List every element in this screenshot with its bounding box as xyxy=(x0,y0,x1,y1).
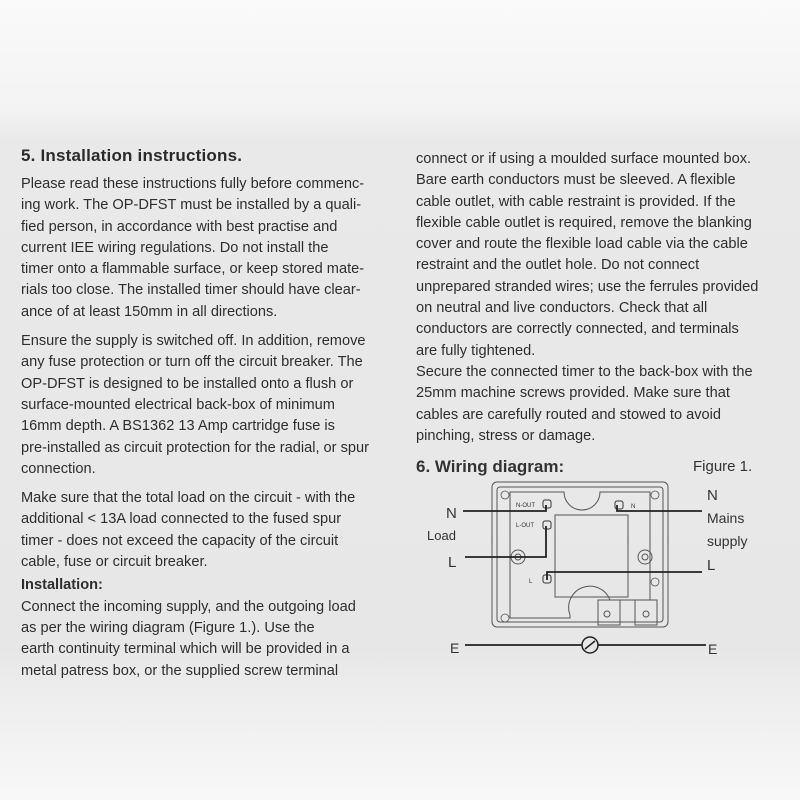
intro-paragraph xyxy=(21,174,401,323)
supply-label: supply xyxy=(707,533,748,549)
text-line: on neutral and live conductors. Check that all xyxy=(416,300,708,317)
text-line: Please read these instructions fully before commenc- xyxy=(21,176,365,192)
text-line: are fully tightened. xyxy=(416,342,536,359)
text-line: pre-installed as circuit protection for the radial, or spur xyxy=(21,439,369,456)
text-line: OP-DFST is designed to be installed onto a flush or xyxy=(21,375,354,392)
earth-screw-icon xyxy=(582,637,598,653)
text-line: metal patress box, or the supplied screw terminal xyxy=(21,662,339,679)
text-line: cover and route the flexible load cable via the cable xyxy=(416,236,748,253)
text-line: Secure the connected timer to the back-box with the xyxy=(416,363,753,380)
section-5-heading: 5. Installation instructions. xyxy=(21,146,243,165)
text-line: rials too close. The installed timer should have clear- xyxy=(21,282,361,299)
text-line: cables are carefully routed and stowed to avoid xyxy=(416,406,722,423)
earth-right-label: E xyxy=(708,641,718,657)
text-line: fied person, in accordance with best practise and xyxy=(21,218,338,235)
terminal-n-out-label: N-OUT xyxy=(516,503,535,509)
secure-paragraph xyxy=(416,362,796,447)
text-line: timer - does not exceed the capacity of the circuit xyxy=(21,532,339,549)
text-line: Make sure that the total load on the circuit - with the xyxy=(21,490,356,507)
text-line: restraint and the outlet hole. Do not connect xyxy=(416,257,700,274)
text-line: cable outlet, with cable restraint is provided. If the xyxy=(416,193,736,210)
connection-paragraph xyxy=(416,149,796,362)
mains-neutral-label: N xyxy=(707,487,718,504)
installation-paragraph xyxy=(21,597,401,682)
text-line: unprepared stranded wires; use the ferrules provided xyxy=(416,278,759,295)
text-line: 16mm depth. A BS1362 13 Amp cartridge fuse is xyxy=(21,418,335,435)
terminal-l-out-label: L-OUT xyxy=(516,523,534,529)
section-6-heading: 6. Wiring diagram: xyxy=(416,457,565,476)
wiring-diagram xyxy=(410,450,790,670)
mains-live-label: L xyxy=(707,557,716,574)
terminal-l-label: L xyxy=(529,579,533,585)
text-line: any fuse protection or turn off the circuit breaker. The xyxy=(21,354,363,371)
text-line: as per the wiring diagram (Figure 1.). Use the xyxy=(21,619,315,636)
text-line: Bare earth conductors must be sleeved. A flexible xyxy=(416,172,736,189)
load-live-label: L xyxy=(448,554,457,571)
text-line: Connect the incoming supply, and the outgoing load xyxy=(21,598,356,615)
text-line: surface-mounted electrical back-box of minimum xyxy=(21,396,335,413)
wires xyxy=(463,505,706,645)
text-line: ance of at least 150mm in all directions. xyxy=(21,303,278,320)
text-line: conductors are correctly connected, and terminals xyxy=(416,321,739,338)
load-neutral-label: N xyxy=(446,505,457,522)
load-paragraph xyxy=(21,488,401,573)
left-column xyxy=(21,146,401,682)
text-line: timer onto a flammable surface, or keep stored mate- xyxy=(21,261,365,278)
text-line: flexible cable outlet is required, remove the blanking xyxy=(416,214,752,231)
figure-label: Figure 1. xyxy=(693,458,753,475)
text-line: cable, fuse or circuit breaker. xyxy=(21,554,208,571)
text-line: 25mm machine screws provided. Make sure that xyxy=(416,385,730,402)
text-line: ing work. The OP-DFST must be installed by a quali- xyxy=(21,197,362,214)
terminal-n-label: N xyxy=(631,504,636,510)
mains-label: Mains xyxy=(707,510,745,526)
text-line: earth continuity terminal which will be provided in a xyxy=(21,641,350,658)
installation-subheading: Installation: xyxy=(21,577,103,594)
text-line: connection. xyxy=(21,460,96,477)
text-line: connect or if using a moulded surface mounted box. xyxy=(416,151,752,167)
supply-paragraph xyxy=(21,331,401,480)
load-label: Load xyxy=(427,528,456,543)
text-line: current IEE wiring regulations. Do not install the xyxy=(21,239,329,256)
text-line: Ensure the supply is switched off. In addition, remove xyxy=(21,333,366,350)
earth-left-label: E xyxy=(450,640,460,656)
text-line: pinching, stress or damage. xyxy=(416,427,596,444)
text-line: additional < 13A load connected to the fused spur xyxy=(21,511,342,528)
right-column xyxy=(416,149,796,447)
